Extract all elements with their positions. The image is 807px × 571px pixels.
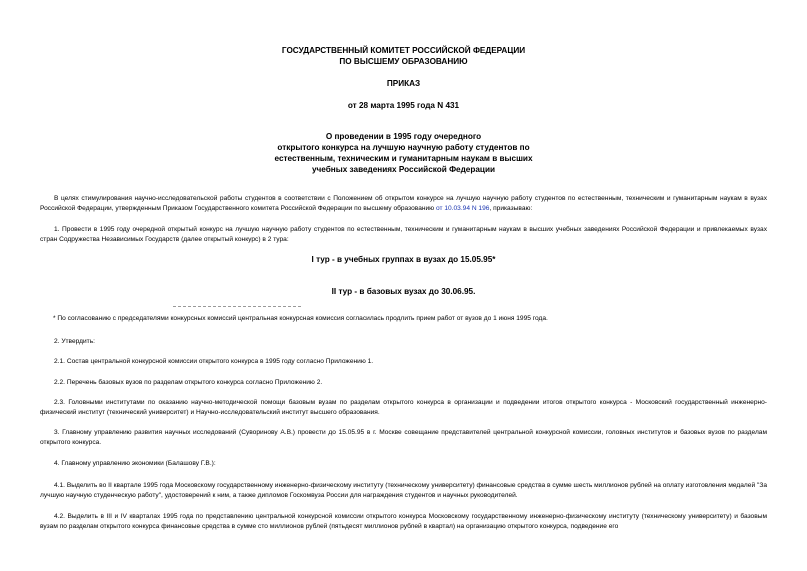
- subject-line-1: О проведении в 1995 году очередного: [325, 132, 482, 141]
- paragraph-4: 4. Главному управлению экономики (Балашову Г.В.):: [54, 460, 216, 467]
- document-header: [0, 45, 807, 67]
- document-type: ПРИКАЗ: [386, 79, 421, 88]
- intro-text-before-link: В целях стимулирования научно-исследовательской работы студентов в соответствии с Положением об открытом конкурсе на лучшую научную работу студентов по естественным, техническим и гуманитарным наукам в вузах Российской Федерации, утвержденным Приказом Государственного комитета Российской Федерации по высшему образованию: [40, 195, 767, 212]
- paragraph-4-1: 4.1. Выделить во II квартале 1995 года Московскому государственному инженерно-физическому институту (техническому университету) финансовые средства в сумме шесть миллионов рублей на оплату изготовления медалей "За лучшую научную студенческую работу", удостоверений к ним, а также дипломов Госкомвуза России для награждения студентов и научных руководителей.: [40, 482, 767, 499]
- paragraph-4-2: 4.2. Выделить в III и IV кварталах 1995 года по представлению центральной конкурсной комиссии открытого конкурса Московскому государственному инженерно-физическому институту (техническому университету) и базовым вузам по разделам открытого конкурса финансовые средства в сумме сто миллионов рублей (пятьдесят миллионов рублей в квартал) на организацию открытого конкурса, подведение его: [40, 513, 767, 530]
- subject-line-2: открытого конкурса на лучшую научную работу студентов по: [277, 143, 530, 152]
- paragraph-2-2: 2.2. Перечень базовых вузов по разделам открытого конкурса согласно Приложению 2.: [54, 379, 323, 386]
- document-subject: [0, 131, 807, 175]
- paragraph-2: 2. Утвердить:: [54, 338, 95, 345]
- footnote: * По согласованию с председателями конкурсных комиссий центральная конкурсная комиссия согласилась продлить прием работ от вузов до 1 июня 1995 года.: [53, 315, 548, 322]
- paragraph-3: 3. Главному управлению развития научных исследований (Суворинову А.В.) провести до 15.05.95 в г. Москве совещание представителей центральной конкурсной комиссии, головных институтов и базовых вузов по разделам открытого конкурса.: [40, 429, 767, 446]
- intro-paragraph: [40, 194, 767, 214]
- paragraph-1: 1. Провести в 1995 году очередной открытый конкурс на лучшую научную работу студентов по естественным, техническим и гуманитарным наукам в высших учебных заведениях Российской Федерации и привлекаемых вузах стран Содружества Независимых Государств (далее открытый конкурс) в 2 тура:: [40, 226, 767, 243]
- paragraph-2-3: 2.3. Головными институтами по оказанию научно-методической помощи базовым вузам по разделам открытого конкурса в организации и подведении итогов открытого конкурса - Московский государственный инженерно-физический институт (технический университет) и Научно-исследовательский институт высшего образования.: [40, 399, 767, 416]
- paragraph-2-1: 2.1. Состав центральной конкурсной комиссии открытого конкурса в 1995 году согласно Приложению 1.: [54, 358, 374, 365]
- tour-2-heading: II тур - в базовых вузах до 30.06.95.: [331, 287, 476, 296]
- document-date: от 28 марта 1995 года N 431: [347, 101, 460, 110]
- order-196-link[interactable]: от 10.03.94 N 196: [435, 205, 490, 212]
- tour-1-heading: I тур - в учебных группах в вузах до 15.05.95*: [311, 255, 496, 264]
- org-name-line-2: ПО ВЫСШЕМУ ОБРАЗОВАНИЮ: [339, 57, 468, 66]
- intro-text-after-link: , приказываю:: [489, 205, 533, 212]
- org-name-line-1: ГОСУДАРСТВЕННЫЙ КОМИТЕТ РОССИЙСКОЙ ФЕДЕРАЦИИ: [281, 46, 526, 55]
- subject-line-3: естественным, техническим и гуманитарным наукам в высших: [274, 154, 533, 163]
- footnote-separator: [173, 306, 301, 307]
- subject-line-4: учебных заведениях Российской Федерации: [311, 165, 496, 174]
